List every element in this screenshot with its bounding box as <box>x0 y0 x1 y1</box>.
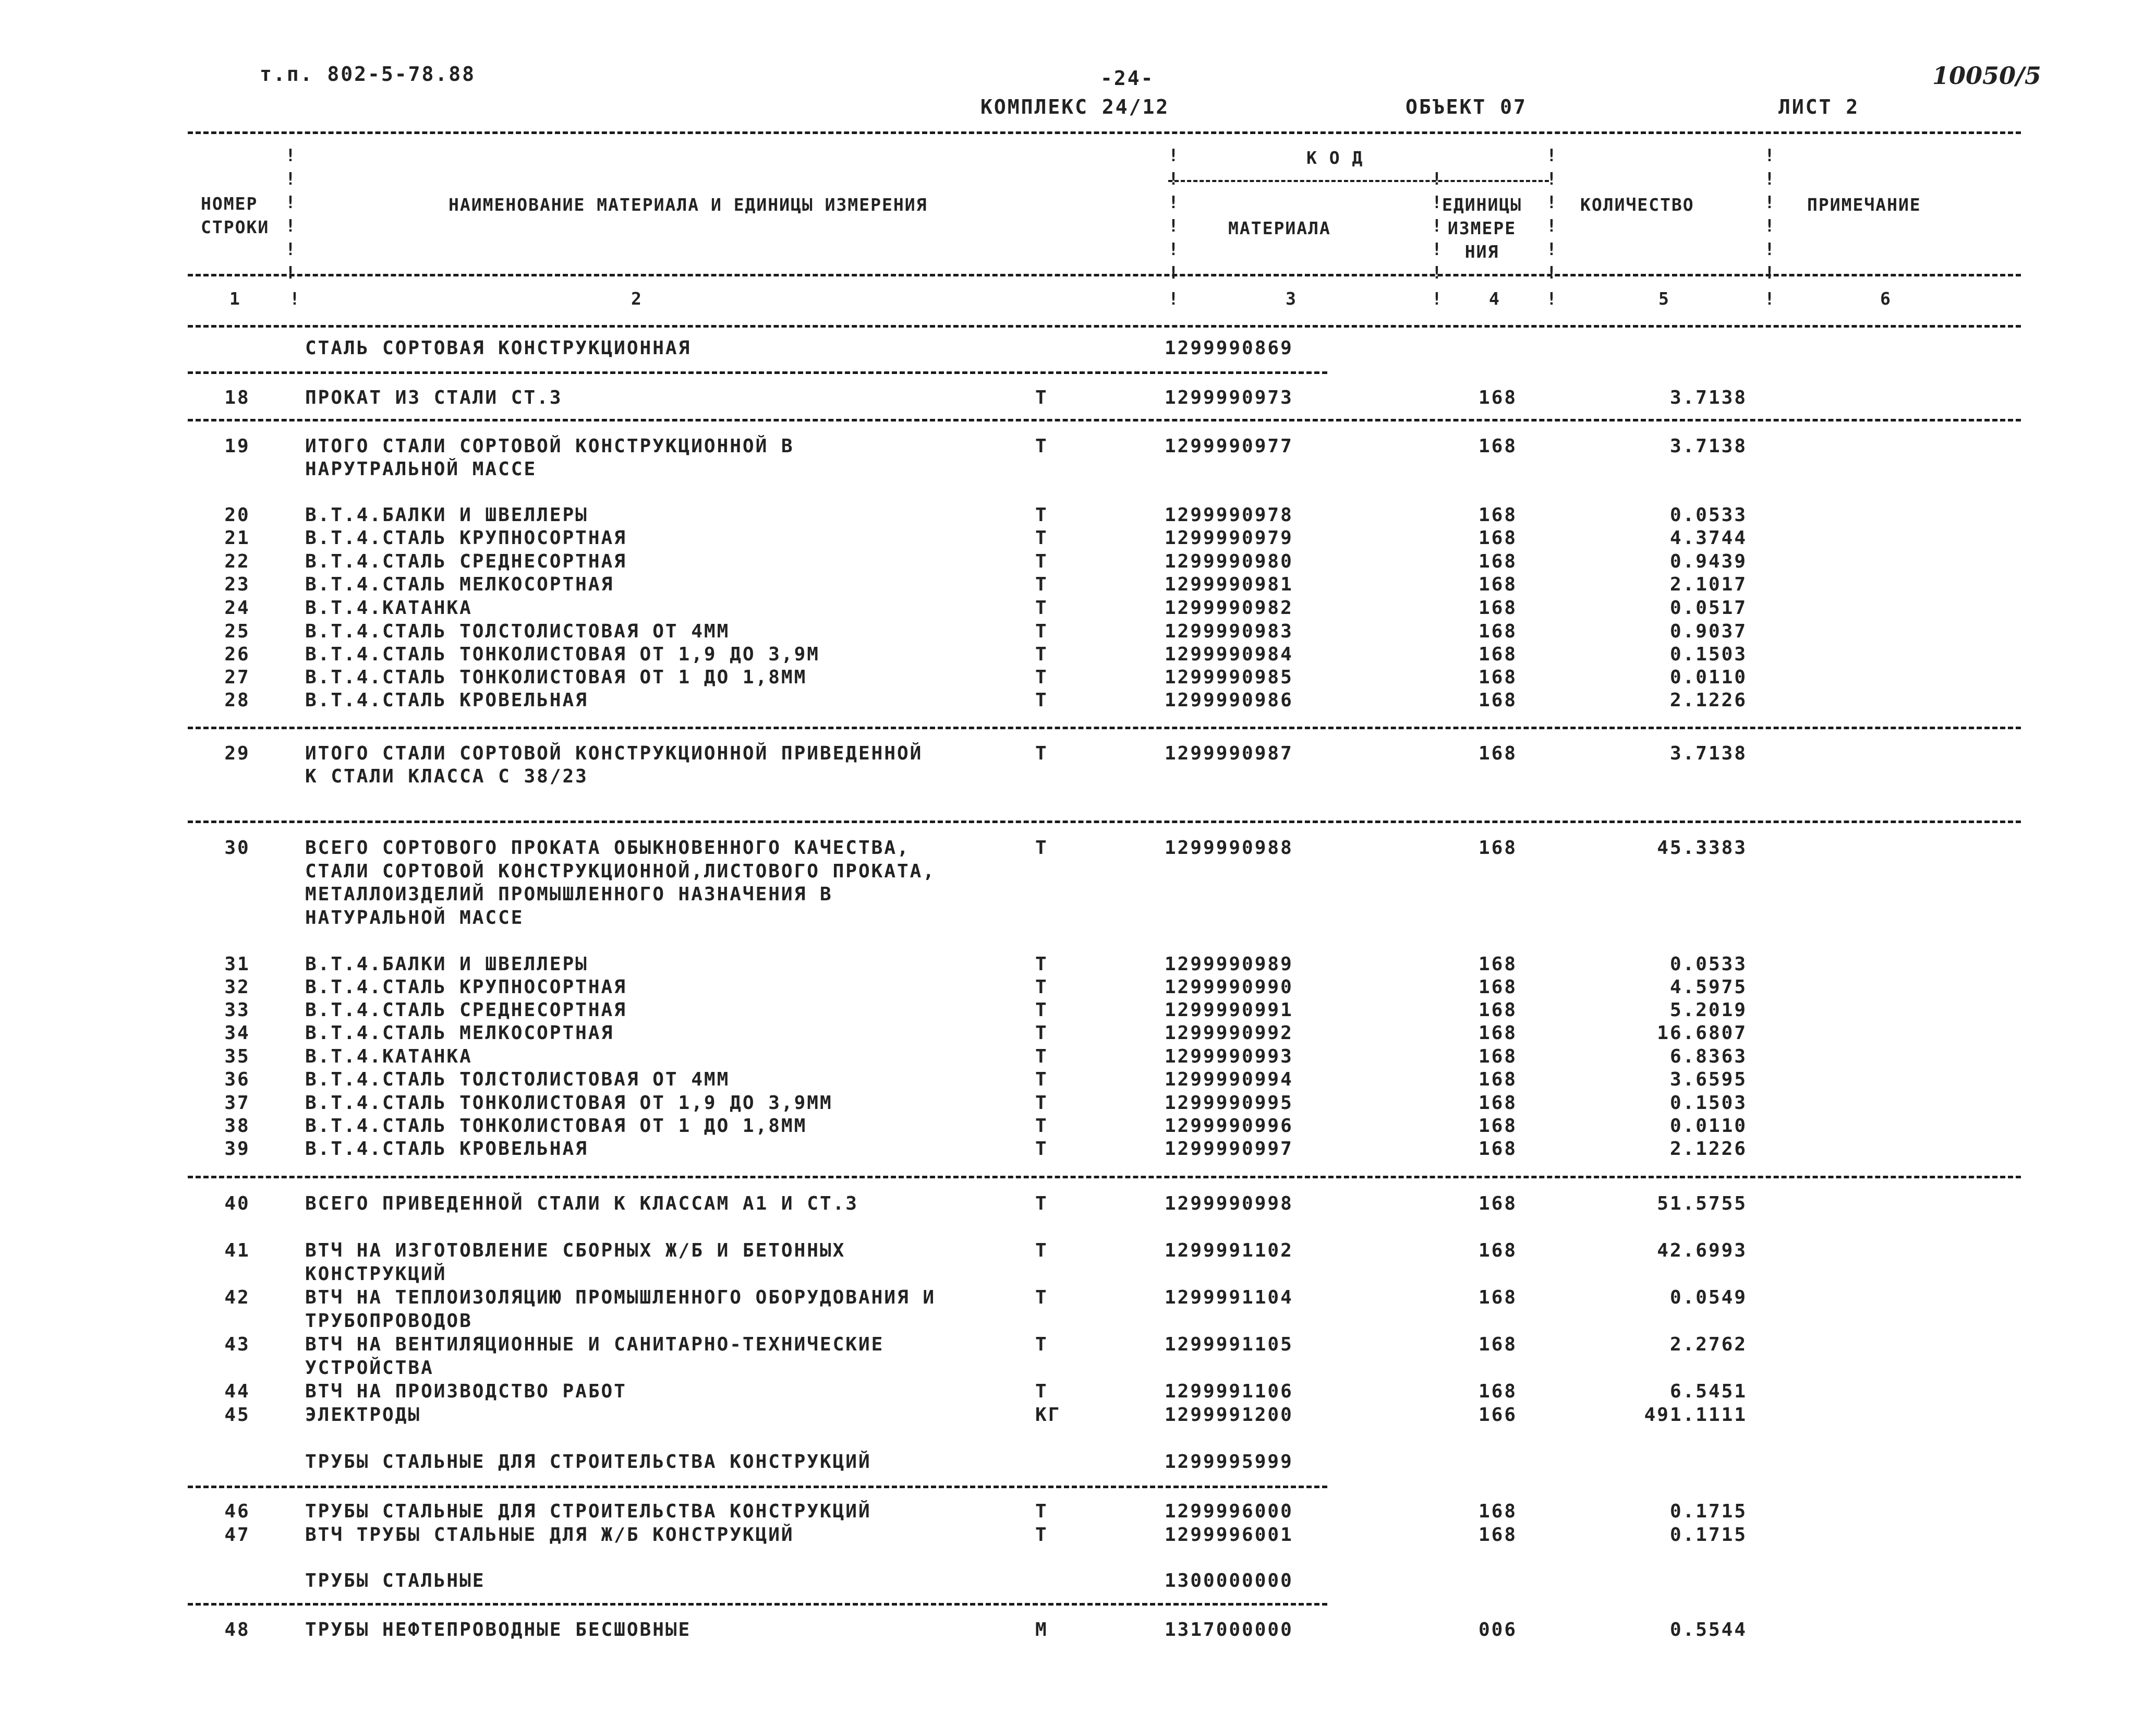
unit-of-measure: Т <box>1035 436 1048 457</box>
quantity: 0.0517 <box>1669 597 1747 619</box>
table-row <box>0 503 2156 527</box>
row-number: 47 <box>224 1524 250 1546</box>
material-name: ЭЛЕКТРОДЫ <box>305 1404 421 1426</box>
header-name: НАИМЕНОВАНИЕ МАТЕРИАЛА И ЕДИНИЦЫ ИЗМЕРЕНИЯ <box>449 195 928 215</box>
material-name: ВТЧ ТРУБЫ СТАЛЬНЫЕ ДЛЯ Ж/Б КОНСТРУКЦИЙ <box>305 1524 794 1546</box>
quantity: 0.1503 <box>1669 644 1747 665</box>
material-name: ТРУБЫ СТАЛЬНЫЕ ДЛЯ СТРОИТЕЛЬСТВА КОНСТРУКЦИЙ <box>305 1501 871 1522</box>
table-row <box>0 596 2156 620</box>
quantity: 45.3383 <box>1657 837 1747 859</box>
quantity: 0.9439 <box>1669 551 1747 572</box>
material-code: 1299991200 <box>1165 1404 1293 1426</box>
material-name: В.Т.4.СТАЛЬ ТОНКОЛИСТОВАЯ ОТ 1 ДО 1,8ММ <box>305 667 807 688</box>
quantity: 2.2762 <box>1669 1334 1747 1355</box>
table-row <box>0 1091 2156 1115</box>
material-code: 1299990997 <box>1165 1138 1293 1160</box>
material-name: В.Т.4.КАТАНКА <box>305 597 473 619</box>
column-separator: ! <box>1168 288 1179 309</box>
row-number: 27 <box>224 667 250 688</box>
material-code: 1299990990 <box>1165 976 1293 998</box>
table-row <box>0 860 2156 883</box>
table-row <box>0 1500 2156 1523</box>
row-number: 19 <box>224 436 250 457</box>
column-separator: ! <box>1432 288 1442 309</box>
quantity: 491.1111 <box>1644 1404 1747 1426</box>
quantity: 4.5975 <box>1669 976 1747 998</box>
header-unit: ЕДИНИЦЫ ИЗМЕРЕ НИЯ <box>1442 195 1522 262</box>
quantity: 0.0110 <box>1669 1115 1747 1137</box>
unit-of-measure: Т <box>1035 667 1048 688</box>
row-number: 33 <box>224 999 250 1021</box>
sheet-label: ЛИСТ 2 <box>1778 95 1860 118</box>
quantity: 0.1715 <box>1669 1524 1747 1546</box>
unit-code: 168 <box>1479 999 1518 1021</box>
material-name: ПРОКАТ ИЗ СТАЛИ СТ.3 <box>305 387 563 408</box>
object-label: ОБЪЕКТ 07 <box>1406 95 1527 118</box>
unit-of-measure: Т <box>1035 504 1048 526</box>
material-name: СТАЛЬ СОРТОВАЯ КОНСТРУКЦИОННАЯ <box>305 337 692 359</box>
unit-of-measure: Т <box>1035 1115 1048 1137</box>
code-subheader-rule <box>1168 180 1549 182</box>
column-number: 6 <box>1880 288 1892 309</box>
quantity: 0.1715 <box>1669 1501 1747 1522</box>
column-number: 5 <box>1658 288 1670 309</box>
unit-code: 168 <box>1479 690 1518 711</box>
header-bottom-rule <box>188 274 2021 276</box>
unit-of-measure: Т <box>1035 597 1048 619</box>
header-separator: ! ! ! ! ! ! <box>1764 145 1775 283</box>
material-code: 1299990982 <box>1165 597 1293 619</box>
page-number: -24- <box>1100 67 1155 90</box>
table-row <box>0 952 2156 976</box>
unit-code: 168 <box>1479 1069 1518 1090</box>
unit-of-measure: Т <box>1035 976 1048 998</box>
material-code: 1299995999 <box>1165 1451 1293 1473</box>
material-name: В.Т.4.СТАЛЬ КРОВЕЛЬНАЯ <box>305 1138 588 1160</box>
header-top-rule <box>188 131 2021 134</box>
material-name: В.Т.4.СТАЛЬ СРЕДНЕСОРТНАЯ <box>305 999 627 1021</box>
unit-code: 168 <box>1479 551 1518 572</box>
material-name: НАРУТРАЛЬНОЙ МАССЕ <box>305 459 537 480</box>
unit-code: 168 <box>1479 527 1518 549</box>
quantity: 3.7138 <box>1669 436 1747 457</box>
material-code: 1299990996 <box>1165 1115 1293 1137</box>
unit-code: 168 <box>1479 387 1518 408</box>
row-number: 22 <box>224 551 250 572</box>
unit-code: 168 <box>1479 1381 1518 1402</box>
unit-code: 006 <box>1479 1619 1518 1640</box>
table-row <box>0 1380 2156 1403</box>
material-name: СТАЛИ СОРТОВОЙ КОНСТРУКЦИОННОЙ,ЛИСТОВОГО ПРОКАТА, <box>305 861 936 882</box>
material-code: 1299990869 <box>1165 337 1293 359</box>
unit-code: 168 <box>1479 504 1518 526</box>
unit-code: 168 <box>1479 1240 1518 1261</box>
material-name: В.Т.4.СТАЛЬ ТОЛСТОЛИСТОВАЯ ОТ 4ММ <box>305 1069 730 1090</box>
material-code: 1299990981 <box>1165 574 1293 595</box>
unit-code: 168 <box>1479 1501 1518 1522</box>
unit-code: 168 <box>1479 1334 1518 1355</box>
material-name: ВТЧ НА ИЗГОТОВЛЕНИЕ СБОРНЫХ Ж/Б И БЕТОННЫХ <box>305 1240 846 1261</box>
row-number: 38 <box>224 1115 250 1137</box>
material-code: 1299990984 <box>1165 644 1293 665</box>
material-name: КОНСТРУКЦИЙ <box>305 1263 447 1285</box>
unit-of-measure: Т <box>1035 1022 1048 1044</box>
material-code: 1299991106 <box>1165 1381 1293 1402</box>
material-name: В.Т.4.СТАЛЬ ТОНКОЛИСТОВАЯ ОТ 1,9 ДО 3,9М <box>305 644 820 665</box>
material-code: 1299991104 <box>1165 1287 1293 1308</box>
row-number: 20 <box>224 504 250 526</box>
unit-code: 168 <box>1479 1287 1518 1308</box>
quantity: 3.7138 <box>1669 387 1747 408</box>
row-number: 41 <box>224 1240 250 1261</box>
row-number: 46 <box>224 1501 250 1522</box>
table-row <box>0 1450 2156 1474</box>
table-row <box>0 1286 2156 1309</box>
material-code: 1299990987 <box>1165 743 1293 764</box>
unit-code: 168 <box>1479 597 1518 619</box>
table-row <box>0 689 2156 712</box>
table-row <box>0 666 2156 689</box>
unit-code: 168 <box>1479 1193 1518 1214</box>
table-row <box>0 998 2156 1022</box>
unit-of-measure: Т <box>1035 551 1048 572</box>
quantity: 0.0110 <box>1669 667 1747 688</box>
table-row <box>0 1068 2156 1091</box>
row-number: 31 <box>224 954 250 975</box>
material-code: 1299990986 <box>1165 690 1293 711</box>
section-rule <box>188 821 2021 823</box>
quantity: 42.6993 <box>1657 1240 1747 1261</box>
material-name: В.Т.4.СТАЛЬ КРУПНОСОРТНАЯ <box>305 976 627 998</box>
quantity: 0.9037 <box>1669 621 1747 642</box>
table-row <box>0 573 2156 596</box>
table-row <box>0 906 2156 930</box>
material-code: 1299991105 <box>1165 1334 1293 1355</box>
header-separator: ! ! ! ! ! ! <box>1546 145 1557 283</box>
document-number: 10050/5 <box>1932 62 2041 90</box>
header-separator: ! ! ! ! ! ! <box>1168 145 1179 283</box>
material-name: В.Т.4.СТАЛЬ ТОНКОЛИСТОВАЯ ОТ 1 ДО 1,8ММ <box>305 1115 807 1137</box>
material-code: 1299990977 <box>1165 436 1293 457</box>
unit-of-measure: Т <box>1035 527 1048 549</box>
material-name: В.Т.4.СТАЛЬ КРУПНОСОРТНАЯ <box>305 527 627 549</box>
material-name: ТРУБЫ НЕФТЕПРОВОДНЫЕ БЕСШОВНЫЕ <box>305 1619 692 1640</box>
table-row <box>0 1239 2156 1262</box>
quantity: 5.2019 <box>1669 999 1747 1021</box>
quantity: 0.5544 <box>1669 1619 1747 1640</box>
material-code: 1300000000 <box>1165 1570 1293 1591</box>
material-name: ВТЧ НА ВЕНТИЛЯЦИОННЫЕ И САНИТАРНО-ТЕХНИЧЕСКИЕ <box>305 1334 885 1355</box>
row-number: 28 <box>224 690 250 711</box>
material-code: 1299990991 <box>1165 999 1293 1021</box>
unit-of-measure: Т <box>1035 837 1048 859</box>
quantity: 6.5451 <box>1669 1381 1747 1402</box>
unit-of-measure: Т <box>1035 1287 1048 1308</box>
material-code: 1299990995 <box>1165 1092 1293 1114</box>
material-code: 1299990993 <box>1165 1046 1293 1067</box>
material-name: ИТОГО СТАЛИ СОРТОВОЙ КОНСТРУКЦИОННОЙ В <box>305 436 794 457</box>
row-number: 32 <box>224 976 250 998</box>
column-number: 1 <box>229 288 241 309</box>
row-number: 18 <box>224 387 250 408</box>
quantity: 2.1226 <box>1669 1138 1747 1160</box>
row-number: 21 <box>224 527 250 549</box>
row-number: 36 <box>224 1069 250 1090</box>
row-number: 26 <box>224 644 250 665</box>
row-number: 30 <box>224 837 250 859</box>
material-code: 1299996000 <box>1165 1501 1293 1522</box>
table-row <box>0 1333 2156 1356</box>
header-separator: ! ! ! ! ! <box>1432 168 1442 283</box>
quantity: 4.3744 <box>1669 527 1747 549</box>
unit-of-measure: М <box>1035 1619 1048 1640</box>
table-row <box>0 1021 2156 1045</box>
column-separator: ! <box>1764 288 1775 309</box>
material-code: 1299990980 <box>1165 551 1293 572</box>
material-name: В.Т.4.СТАЛЬ МЕЛКОСОРТНАЯ <box>305 574 614 595</box>
quantity: 6.8363 <box>1669 1046 1747 1067</box>
unit-of-measure: Т <box>1035 574 1048 595</box>
table-row <box>0 1618 2156 1642</box>
quantity: 0.0533 <box>1669 504 1747 526</box>
unit-of-measure: Т <box>1035 1193 1048 1214</box>
material-code: 1299990992 <box>1165 1022 1293 1044</box>
section-rule <box>188 371 1327 374</box>
table-row <box>0 386 2156 409</box>
unit-code: 168 <box>1479 954 1518 975</box>
unit-code: 168 <box>1479 837 1518 859</box>
complex-label: КОМПЛЕКС 24/12 <box>980 95 1170 118</box>
header-code: К О Д <box>1306 148 1364 168</box>
material-name: В.Т.4.СТАЛЬ СРЕДНЕСОРТНАЯ <box>305 551 627 572</box>
material-code: 1299996001 <box>1165 1524 1293 1546</box>
material-code: 1299990985 <box>1165 667 1293 688</box>
table-row <box>0 526 2156 550</box>
unit-of-measure: Т <box>1035 1501 1048 1522</box>
document-code: т.п. 802-5-78.88 <box>260 63 476 86</box>
table-row <box>0 1137 2156 1161</box>
column-number: 2 <box>631 288 643 309</box>
unit-code: 168 <box>1479 1138 1518 1160</box>
table-row <box>0 643 2156 666</box>
unit-of-measure: Т <box>1035 954 1048 975</box>
unit-code: 168 <box>1479 667 1518 688</box>
unit-of-measure: Т <box>1035 1092 1048 1114</box>
row-number: 35 <box>224 1046 250 1067</box>
table-row <box>0 1262 2156 1286</box>
unit-code: 168 <box>1479 436 1518 457</box>
table-row <box>0 765 2156 788</box>
unit-of-measure: Т <box>1035 743 1048 764</box>
material-name: ТРУБЫ СТАЛЬНЫЕ ДЛЯ СТРОИТЕЛЬСТВА КОНСТРУКЦИЙ <box>305 1451 871 1473</box>
table-row <box>0 1309 2156 1333</box>
row-number: 44 <box>224 1381 250 1402</box>
table-row <box>0 742 2156 765</box>
material-name: В.Т.4.СТАЛЬ МЕЛКОСОРТНАЯ <box>305 1022 614 1044</box>
row-number: 25 <box>224 621 250 642</box>
unit-of-measure: Т <box>1035 1381 1048 1402</box>
row-number: 43 <box>224 1334 250 1355</box>
table-row <box>0 1356 2156 1380</box>
unit-of-measure: Т <box>1035 387 1048 408</box>
material-code: 1299990988 <box>1165 837 1293 859</box>
material-name: В.Т.4.СТАЛЬ ТОЛСТОЛИСТОВАЯ ОТ 4ММ <box>305 621 730 642</box>
row-number: 48 <box>224 1619 250 1640</box>
row-number: 40 <box>224 1193 250 1214</box>
material-name: К СТАЛИ КЛАССА С 38/23 <box>305 766 588 787</box>
material-name: ВТЧ НА ТЕПЛОИЗОЛЯЦИЮ ПРОМЫШЛЕННОГО ОБОРУДОВАНИЯ И <box>305 1287 936 1308</box>
table-row <box>0 1114 2156 1138</box>
quantity: 51.5755 <box>1657 1193 1747 1214</box>
material-name: ТРУБЫ СТАЛЬНЫЕ <box>305 1570 486 1591</box>
material-code: 1299990998 <box>1165 1193 1293 1214</box>
material-code: 1299990973 <box>1165 387 1293 408</box>
unit-code: 168 <box>1479 644 1518 665</box>
table-row <box>0 1523 2156 1547</box>
material-code: 1299990979 <box>1165 527 1293 549</box>
table-row <box>0 1045 2156 1068</box>
row-number: 29 <box>224 743 250 764</box>
unit-of-measure: Т <box>1035 1138 1048 1160</box>
section-rule <box>188 419 2021 421</box>
unit-code: 168 <box>1479 976 1518 998</box>
quantity: 0.0533 <box>1669 954 1747 975</box>
quantity: 16.6807 <box>1657 1022 1747 1044</box>
unit-of-measure: Т <box>1035 1240 1048 1261</box>
column-separator: ! <box>1546 288 1557 309</box>
table-row <box>0 1192 2156 1215</box>
unit-of-measure: Т <box>1035 1524 1048 1546</box>
material-name: ИТОГО СТАЛИ СОРТОВОЙ КОНСТРУКЦИОННОЙ ПРИВЕДЕННОЙ <box>305 743 923 764</box>
table-row <box>0 836 2156 860</box>
unit-code: 168 <box>1479 1524 1518 1546</box>
table-row <box>0 620 2156 643</box>
material-name: В.Т.4.СТАЛЬ КРОВЕЛЬНАЯ <box>305 690 588 711</box>
material-code: 1299991102 <box>1165 1240 1293 1261</box>
column-separator: ! <box>289 288 300 309</box>
header-separator: ! ! ! ! ! ! <box>285 145 296 283</box>
material-name: МЕТАЛЛОИЗДЕЛИЙ ПРОМЫШЛЕННОГО НАЗНАЧЕНИЯ В <box>305 884 833 905</box>
table-row <box>0 975 2156 999</box>
header-material: МАТЕРИАЛА <box>1228 218 1331 238</box>
column-number: 4 <box>1489 288 1500 309</box>
material-code: 1299990983 <box>1165 621 1293 642</box>
unit-of-measure: Т <box>1035 644 1048 665</box>
header-note: ПРИМЕЧАНИЕ <box>1807 195 1921 215</box>
unit-of-measure: Т <box>1035 1069 1048 1090</box>
unit-code: 168 <box>1479 621 1518 642</box>
quantity: 0.1503 <box>1669 1092 1747 1114</box>
unit-code: 166 <box>1479 1404 1518 1426</box>
material-name: ВСЕГО СОРТОВОГО ПРОКАТА ОБЫКНОВЕННОГО КАЧЕСТВА, <box>305 837 910 859</box>
unit-of-measure: Т <box>1035 999 1048 1021</box>
row-number: 42 <box>224 1287 250 1308</box>
material-name: ВСЕГО ПРИВЕДЕННОЙ СТАЛИ К КЛАССАМ А1 И СТ.3 <box>305 1193 858 1214</box>
table-row <box>0 883 2156 906</box>
material-name: УСТРОЙСТВА <box>305 1357 434 1379</box>
table-row <box>0 457 2156 481</box>
table-row <box>0 1403 2156 1427</box>
material-name: В.Т.4.КАТАНКА <box>305 1046 473 1067</box>
section-rule <box>188 1176 2021 1178</box>
quantity: 2.1017 <box>1669 574 1747 595</box>
row-number: 39 <box>224 1138 250 1160</box>
quantity: 3.7138 <box>1669 743 1747 764</box>
unit-code: 168 <box>1479 1115 1518 1137</box>
header-row-number: НОМЕР СТРОКИ <box>201 194 270 237</box>
material-name: НАТУРАЛЬНОЙ МАССЕ <box>305 907 524 928</box>
material-name: В.Т.4.БАЛКИ И ШВЕЛЛЕРЫ <box>305 504 588 526</box>
material-name: ВТЧ НА ПРОИЗВОДСТВО РАБОТ <box>305 1381 627 1402</box>
material-code: 1299990978 <box>1165 504 1293 526</box>
table-row <box>0 550 2156 573</box>
material-name: В.Т.4.БАЛКИ И ШВЕЛЛЕРЫ <box>305 954 588 975</box>
section-rule <box>188 1486 1327 1488</box>
quantity: 2.1226 <box>1669 690 1747 711</box>
material-code: 1299990994 <box>1165 1069 1293 1090</box>
table-row <box>0 1569 2156 1593</box>
row-number: 45 <box>224 1404 250 1426</box>
row-number: 34 <box>224 1022 250 1044</box>
unit-of-measure: Т <box>1035 1334 1048 1355</box>
table-row <box>0 435 2156 458</box>
unit-code: 168 <box>1479 574 1518 595</box>
material-code: 1317000000 <box>1165 1619 1293 1640</box>
material-name: В.Т.4.СТАЛЬ ТОНКОЛИСТОВАЯ ОТ 1,9 ДО 3,9ММ <box>305 1092 833 1114</box>
column-number: 3 <box>1286 288 1297 309</box>
unit-code: 168 <box>1479 1022 1518 1044</box>
unit-of-measure: КГ <box>1035 1404 1061 1426</box>
column-numbers-rule <box>188 325 2021 328</box>
unit-of-measure: Т <box>1035 1046 1048 1067</box>
section-rule <box>188 1603 1327 1606</box>
row-number: 23 <box>224 574 250 595</box>
header-quantity: КОЛИЧЕСТВО <box>1580 195 1694 215</box>
unit-of-measure: Т <box>1035 621 1048 642</box>
material-name: ТРУБОПРОВОДОВ <box>305 1310 473 1332</box>
table-row <box>0 336 2156 360</box>
unit-of-measure: Т <box>1035 690 1048 711</box>
row-number: 37 <box>224 1092 250 1114</box>
material-code: 1299990989 <box>1165 954 1293 975</box>
row-number: 24 <box>224 597 250 619</box>
unit-code: 168 <box>1479 743 1518 764</box>
quantity: 3.6595 <box>1669 1069 1747 1090</box>
unit-code: 168 <box>1479 1046 1518 1067</box>
section-rule <box>188 727 2021 729</box>
quantity: 0.0549 <box>1669 1287 1747 1308</box>
unit-code: 168 <box>1479 1092 1518 1114</box>
